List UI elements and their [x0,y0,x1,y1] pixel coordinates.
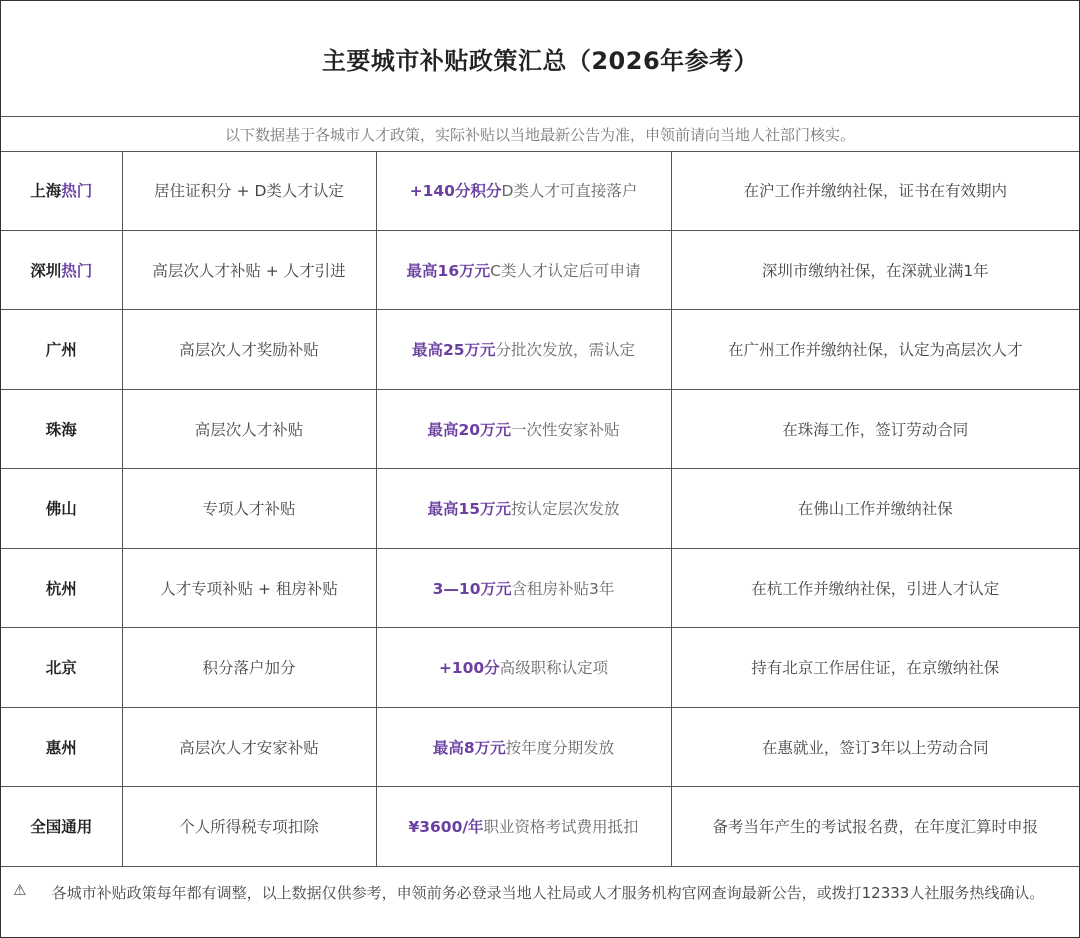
table-row [1,628,1079,708]
amount-highlight: 最高15万元 [427,500,512,519]
amount-cell [376,310,671,390]
city-cell [1,469,122,549]
amount-note: 按年度分期发放 [505,738,615,757]
condition-cell: 在杭工作并缴纳社保，引进人才认定 [671,548,1079,628]
subsidy-type-cell: 居住证积分 + D类人才认定 [122,151,376,230]
subsidy-type-cell: 高层次人才补贴 + 人才引进 [122,230,376,310]
amount-note: 高级职称认定项 [499,659,609,678]
city-name: 佛山 [45,500,77,519]
amount-cell [376,389,671,469]
amount-note: 含租房补贴3年 [511,579,615,598]
condition-cell: 在珠海工作，签订劳动合同 [671,389,1079,469]
amount-cell [376,230,671,310]
warning-icon: ⚠ [13,881,27,899]
condition-cell: 深圳市缴纳社保，在深就业满1年 [671,230,1079,310]
condition-cell: 在惠就业，签订3年以上劳动合同 [671,707,1079,787]
city-name: 上海 [30,182,62,201]
title-bar [1,1,1079,117]
subsidy-type-cell: 积分落户加分 [122,628,376,708]
table-row [1,310,1079,390]
amount-cell [376,787,671,867]
city-cell [1,548,122,628]
amount-cell [376,469,671,549]
amount-highlight: 3—10万元 [432,579,512,598]
city-cell [1,151,122,230]
amount-cell [376,628,671,708]
page-subtitle: 以下数据基于各城市人才政策，实际补贴以当地最新公告为准，申领前请向当地人社部门核实。 [224,125,855,144]
amount-note: 一次性安家补贴 [511,420,620,439]
city-name: 深圳 [30,261,62,280]
amount-highlight: 最高16万元 [406,261,491,280]
city-name: 惠州 [45,738,77,757]
subtitle-bar [1,117,1079,152]
hot-tag: 热门 [61,182,93,201]
table-row [1,151,1079,230]
city-cell [1,389,122,469]
table-row [1,548,1079,628]
amount-note: 职业资格考试费用抵扣 [483,818,639,837]
city-cell [1,707,122,787]
policy-table-body [1,151,1079,866]
amount-highlight: +100分 [438,659,500,678]
footer-text: 各城市补贴政策每年都有调整，以上数据仅供参考，申领前务必登录当地人社局或人才服务机构官网查询最新公告，或拨打12333人社服务热线确认。 [51,884,1045,902]
amount-cell [376,151,671,230]
city-cell [1,230,122,310]
city-name: 广州 [45,341,77,360]
amount-highlight: ¥3600/年 [408,818,484,837]
table-row [1,230,1079,310]
table-row [1,707,1079,787]
policy-table [1,151,1079,867]
condition-cell: 备考当年产生的考试报名费，在年度汇算时申报 [671,787,1079,867]
city-name: 全国通用 [30,818,93,837]
amount-highlight: 最高20万元 [427,420,512,439]
city-name: 杭州 [45,579,77,598]
subsidy-type-cell: 个人所得税专项扣除 [122,787,376,867]
amount-note: 分批次发放，需认定 [495,341,636,360]
condition-cell: 在佛山工作并缴纳社保 [671,469,1079,549]
hot-tag: 热门 [61,261,93,280]
amount-cell [376,548,671,628]
city-name: 珠海 [45,420,77,439]
subsidy-type-cell: 高层次人才奖励补贴 [122,310,376,390]
condition-cell: 持有北京工作居住证，在京缴纳社保 [671,628,1079,708]
table-row [1,469,1079,549]
city-cell [1,628,122,708]
amount-highlight: 最高25万元 [411,341,496,360]
condition-cell: 在广州工作并缴纳社保，认定为高层次人才 [671,310,1079,390]
amount-note: C类人才认定后可申请 [490,261,641,280]
amount-note: D类人才可直接落户 [501,182,638,201]
table-row [1,787,1079,867]
city-cell [1,310,122,390]
subsidy-type-cell: 高层次人才补贴 [122,389,376,469]
condition-cell: 在沪工作并缴纳社保，证书在有效期内 [671,151,1079,230]
amount-highlight: 最高8万元 [432,738,506,757]
subsidy-type-cell: 人才专项补贴 + 租房补贴 [122,548,376,628]
footer-note [1,867,1079,937]
amount-cell [376,707,671,787]
subsidy-type-cell: 高层次人才安家补贴 [122,707,376,787]
amount-highlight: +140分积分 [409,182,502,201]
table-row [1,389,1079,469]
page-title: 主要城市补贴政策汇总（2026年参考） [321,47,759,75]
city-name: 北京 [45,659,77,678]
city-cell [1,787,122,867]
amount-note: 按认定层次发放 [511,500,620,519]
subsidy-type-cell: 专项人才补贴 [122,469,376,549]
